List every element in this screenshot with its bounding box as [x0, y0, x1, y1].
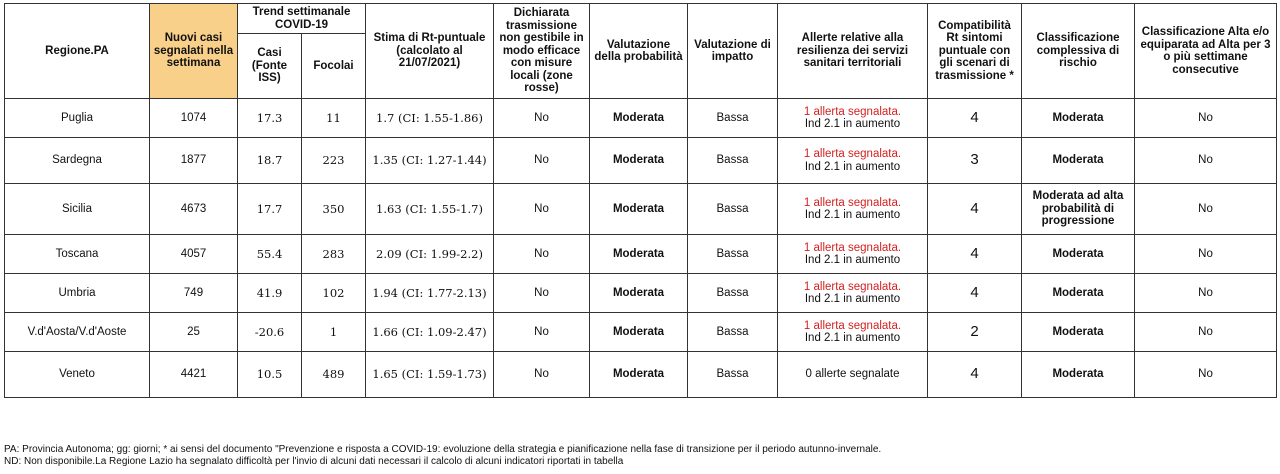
cell-alta: No: [1135, 274, 1277, 313]
cell-rt: 1.94 (CI: 1.77-2.13): [366, 274, 494, 313]
cell-nuovi-casi: 4057: [150, 235, 238, 274]
cell-dichiarata: No: [494, 313, 590, 352]
footnotes: [4, 444, 1276, 468]
allerta-red-text: 1 allerta segnalata.: [803, 105, 902, 118]
cell-scenario: 2: [928, 313, 1022, 352]
cell-focolai: 102: [302, 274, 366, 313]
allerta-text: 0 allerte segnalate: [805, 368, 900, 381]
cell-rt: 1.35 (CI: 1.27-1.44): [366, 138, 494, 184]
allerta-text: Ind 2.1 in aumento: [804, 118, 901, 130]
cell-rt: 1.66 (CI: 1.09-2.47): [366, 313, 494, 352]
header-focolai: Focolai: [302, 34, 366, 99]
cell-alta: No: [1135, 313, 1277, 352]
cell-focolai: 489: [302, 352, 366, 398]
cell-scenario: 3: [928, 138, 1022, 184]
cell-focolai: 1: [302, 313, 366, 352]
table-row: [5, 99, 1277, 138]
cell-classificazione: Moderata: [1022, 274, 1135, 313]
cell-impatto: Bassa: [688, 184, 778, 235]
cell-focolai: 283: [302, 235, 366, 274]
cell-impatto: Bassa: [688, 352, 778, 398]
footnote-pa: PA: Provincia Autonoma; gg: giorni; * ai sensi del documento "Prevenzione e risposta a COVID-19: evoluzione della strategia e pianificazione nella fase di transizione per il periodo autunno-invernale.: [4, 444, 882, 455]
cell-probabilita: Moderata: [590, 313, 688, 352]
cell-allerte: [778, 352, 928, 398]
allerta-text: Ind 2.1 in aumento: [804, 332, 901, 344]
cell-scenario: 4: [928, 184, 1022, 235]
cell-allerte: [778, 184, 928, 235]
cell-allerte: [778, 99, 928, 138]
cell-nuovi-casi: 25: [150, 313, 238, 352]
cell-dichiarata: No: [494, 184, 590, 235]
cell-probabilita: Moderata: [590, 138, 688, 184]
cell-probabilita: Moderata: [590, 99, 688, 138]
cell-dichiarata: No: [494, 138, 590, 184]
cell-classificazione: Moderata: [1022, 235, 1135, 274]
cell-focolai: 223: [302, 138, 366, 184]
cell-rt: 1.65 (CI: 1.59-1.73): [366, 352, 494, 398]
allerta-red-text: 1 allerta segnalata.: [803, 280, 902, 293]
cell-alta: No: [1135, 99, 1277, 138]
cell-regione: Puglia: [5, 99, 150, 138]
cell-dichiarata: No: [494, 99, 590, 138]
allerta-red-text: 1 allerta segnalata.: [803, 241, 902, 254]
cell-focolai: 11: [302, 99, 366, 138]
header-valutazione-probabilita: Valutazione della probabilità: [590, 4, 688, 99]
cell-alta: No: [1135, 184, 1277, 235]
cell-regione: Toscana: [5, 235, 150, 274]
cell-classificazione: Moderata: [1022, 138, 1135, 184]
header-nuovi-casi: Nuovi casi segnalati nella settimana: [150, 4, 238, 99]
footnote-nd: ND: Non disponibile.La Regione Lazio ha segnalato difficoltà per l'invio di alcuni dati necessari il calcolo di alcuni indicatori riportati in tabella: [4, 456, 624, 467]
table-row: [5, 274, 1277, 313]
header-regione: Regione.PA: [5, 4, 150, 99]
cell-scenario: 4: [928, 274, 1022, 313]
risk-table: [4, 3, 1277, 398]
cell-regione: Veneto: [5, 352, 150, 398]
cell-focolai: 350: [302, 184, 366, 235]
table-row: [5, 352, 1277, 398]
cell-probabilita: Moderata: [590, 274, 688, 313]
cell-alta: No: [1135, 235, 1277, 274]
allerta-text: Ind 2.1 in aumento: [804, 209, 901, 221]
cell-allerte: [778, 313, 928, 352]
header-trend: Trend settimanale COVID-19: [238, 4, 366, 34]
allerta-text: Ind 2.1 in aumento: [804, 293, 901, 305]
cell-impatto: Bassa: [688, 235, 778, 274]
cell-casi: 55.4: [238, 235, 302, 274]
allerta-red-text: 1 allerta segnalata.: [803, 148, 902, 160]
risk-table-container: [4, 3, 1276, 398]
cell-allerte: [778, 274, 928, 313]
header-allerte: Allerte relative alla resilienza dei servizi sanitari territoriali: [778, 4, 928, 99]
header-casi: Casi (Fonte ISS): [238, 34, 302, 99]
cell-classificazione: Moderata ad alta probabilità di progressione: [1022, 184, 1135, 235]
table-row: [5, 138, 1277, 184]
header-valutazione-impatto: Valutazione di impatto: [688, 4, 778, 99]
cell-regione: V.d'Aosta/V.d'Aoste: [5, 313, 150, 352]
cell-classificazione: Moderata: [1022, 99, 1135, 138]
cell-classificazione: Moderata: [1022, 313, 1135, 352]
cell-impatto: Bassa: [688, 99, 778, 138]
allerta-red-text: 1 allerta segnalata.: [803, 319, 902, 332]
header-compatibilita: Compatibilità Rt sintomi puntuale con gli scenari di trasmissione *: [928, 4, 1022, 99]
cell-alta: No: [1135, 352, 1277, 398]
cell-dichiarata: No: [494, 274, 590, 313]
cell-rt: 1.63 (CI: 1.55-1.7): [366, 184, 494, 235]
cell-scenario: 4: [928, 99, 1022, 138]
cell-casi: 18.7: [238, 138, 302, 184]
cell-impatto: Bassa: [688, 313, 778, 352]
allerta-text: Ind 2.1 in aumento: [804, 160, 901, 173]
header-stima-rt: Stima di Rt-puntuale (calcolato al 21/07/2021): [366, 4, 494, 99]
cell-regione: Sicilia: [5, 184, 150, 235]
cell-alta: No: [1135, 138, 1277, 184]
cell-nuovi-casi: 4673: [150, 184, 238, 235]
cell-rt: 1.7 (CI: 1.55-1.86): [366, 99, 494, 138]
cell-casi: 17.3: [238, 99, 302, 138]
cell-nuovi-casi: 749: [150, 274, 238, 313]
cell-casi: 17.7: [238, 184, 302, 235]
cell-allerte: [778, 138, 928, 184]
cell-casi: 10.5: [238, 352, 302, 398]
cell-rt: 2.09 (CI: 1.99-2.2): [366, 235, 494, 274]
cell-dichiarata: No: [494, 352, 590, 398]
allerta-red-text: 1 allerta segnalata.: [803, 196, 902, 209]
cell-nuovi-casi: 1877: [150, 138, 238, 184]
allerta-text: Ind 2.1 in aumento: [804, 254, 901, 266]
cell-impatto: Bassa: [688, 274, 778, 313]
header-dichiarata: Dichiarata trasmissione non gestibile in modo efficace con misure locali (zone rosse): [494, 4, 590, 99]
table-row: [5, 184, 1277, 235]
cell-classificazione: Moderata: [1022, 352, 1135, 398]
cell-casi: -20.6: [238, 313, 302, 352]
cell-allerte: [778, 235, 928, 274]
table-row: [5, 235, 1277, 274]
cell-probabilita: Moderata: [590, 184, 688, 235]
cell-probabilita: Moderata: [590, 352, 688, 398]
header-classificazione-alta: Classificazione Alta e/o equiparata ad Alta per 3 o più settimane consecutive: [1135, 4, 1277, 99]
cell-regione: Umbria: [5, 274, 150, 313]
cell-scenario: 4: [928, 352, 1022, 398]
cell-regione: Sardegna: [5, 138, 150, 184]
cell-scenario: 4: [928, 235, 1022, 274]
cell-probabilita: Moderata: [590, 235, 688, 274]
cell-nuovi-casi: 4421: [150, 352, 238, 398]
header-classificazione: Classificazione complessiva di rischio: [1022, 4, 1135, 99]
cell-impatto: Bassa: [688, 138, 778, 184]
cell-nuovi-casi: 1074: [150, 99, 238, 138]
cell-dichiarata: No: [494, 235, 590, 274]
table-row: [5, 313, 1277, 352]
cell-casi: 41.9: [238, 274, 302, 313]
